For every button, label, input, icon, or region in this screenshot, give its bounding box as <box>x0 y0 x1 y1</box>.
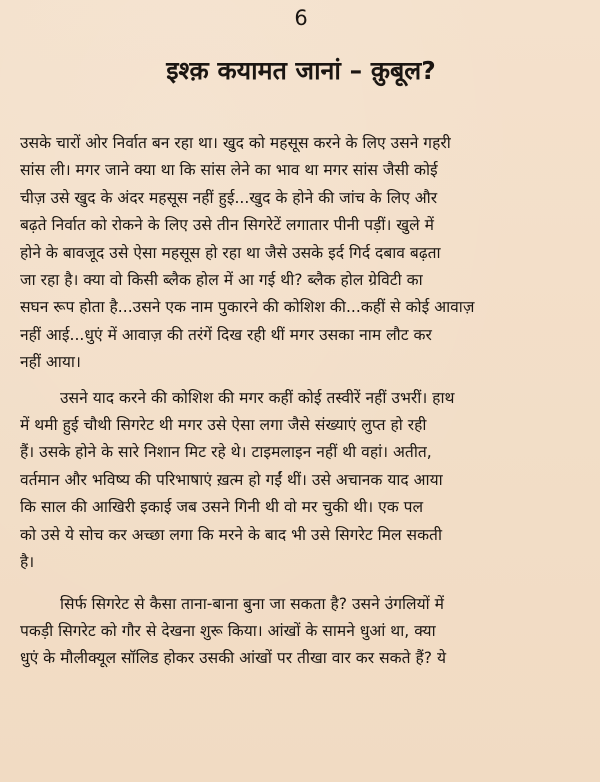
text-line: सिर्फ सिगरेट से कैसा ताना-बाना बुना जा सकता है? उसने उंगलियों में <box>60 594 444 613</box>
text-line: में थमी हुई चौथी सिगरेट थी मगर उसे ऐसा लगा जैसे संख्याएं लुप्त हो रही <box>20 416 427 435</box>
text-line: बढ़ते निर्वात को रोकने के लिए उसे तीन सिगरेटें लगातार पीनी पड़ीं। खुले में <box>20 216 434 235</box>
text-line: सांस ली। मगर जाने क्या था कि सांस लेने का भाव था मगर सांस जैसी कोई <box>20 161 438 180</box>
paragraph-3 <box>20 591 582 673</box>
text-line: पकड़ी सिगरेट को गौर से देखना शुरू किया। आंखों के सामने धुआं था, क्या <box>20 621 436 640</box>
text-line: धुएं के मौलीक्यूल सॉलिड होकर उसकी आंखों पर तीखा वार कर सकते हैं? ये <box>20 649 447 668</box>
text-line: हैं। उसके होने के सारे निशान मिट रहे थे। टाइमलाइन नहीं थी वहां। अतीत, <box>20 443 432 462</box>
text-line: चीज़ उसे खुद के अंदर महसूस नहीं हुई...खुद के होने की जांच के लिए और <box>20 188 438 207</box>
text-line: नहीं आई...धुएं में आवाज़ की तरंगें दिख रही थीं मगर उसका नाम लौट कर <box>20 325 432 344</box>
text-line: है। <box>20 553 35 572</box>
chapter-title: इश्क़ कयामत जानां – क़ुबूल? <box>166 56 436 85</box>
text-line: उसके चारों ओर निर्वात बन रहा था। खुद को महसूस करने के लिए उसने गहरी <box>20 134 451 152</box>
text-line: को उसे ये सोच कर अच्छा लगा कि मरने के बाद भी उसे सिगरेट मिल सकती <box>20 525 442 544</box>
text-line: सघन रूप होता है...उसने एक नाम पुकारने की कोशिश की...कहीं से कोई आवाज़ <box>20 298 475 317</box>
text-line: उसने याद करने की कोशिश की मगर कहीं कोई तस्वीरें नहीं उभरीं। हाथ <box>60 388 455 407</box>
paragraph-1 <box>20 130 582 377</box>
paragraph-2 <box>20 385 582 577</box>
text-line: होने के बावजूद उसे ऐसा महसूस हो रहा था जैसे उसके इर्द गिर्द दबाव बढ़ता <box>20 243 441 262</box>
text-line: जा रहा है। क्या वो किसी ब्लैक होल में आ गई थी? ब्लैक होल ग्रेविटी का <box>20 271 423 290</box>
text-line: नहीं आया। <box>20 353 81 372</box>
text-line: कि साल की आखिरी इकाई जब उसने गिनी थी वो मर चुकी थी। एक पल <box>20 498 424 517</box>
page-number: 6 <box>294 6 308 30</box>
text-line: वर्तमान और भविष्य की परिभाषाएं ख़त्म हो गईं थीं। उसे अचानक याद आया <box>20 470 443 489</box>
